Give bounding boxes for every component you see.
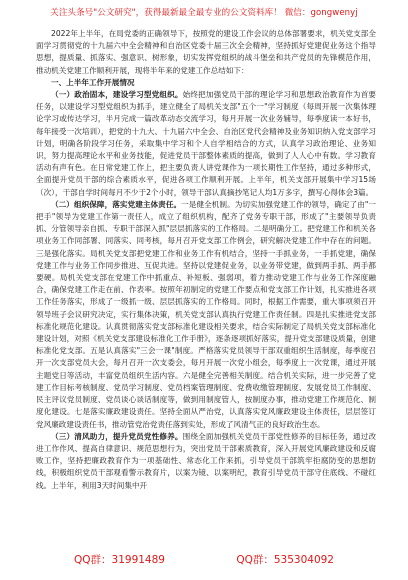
item-3-title: （三）清风助力，提升党员党性修养。 — [51, 431, 183, 441]
item-3-text: 围绕全面加强机关党员干部党性修养的目标任务，通过改进工作作风、提高自律意识、规范思想行为，突出党员干部素质教育，深入开展党风廉政建设和反腐败工作，坚持把廉政教育作为一项基础性、常态化工作来抓，引导党员干部筑牢拒腐防变的思想防线，积极组织党员干部观看警示教育片，以案为镜、以案明纪，教育引导党员干部守住底线、不碰红线。上半年，利用3天时间集中开 — [36, 431, 376, 490]
item-1-text: 始终把加强党员干部的理论学习和思想政治教育作为首要任务，以建设学习型党组织为抓手，建立健全了局机关支部"五个一"学习制度（每周开展一次集体理论学习或传达学习，半月完成一篇改革动态交流学习，每月开展一次业务辅导，每季度读一本好书，每年接受一次培训），把党的十九大、十九届六中全会、自治区党代会精神及业务知识纳入党支部学习计划，明确各阶段学习任务，采取集中学习和个人自学相结合的方式，认真学习政治理论、业务知识，努力提高理论水平和业务技能，促进党员干部整体素质的提高，做到了人人心中有数。学习教育活动有声有色。在日常党建工作上，把主要负责人讲党课作为一项长期性工作坚持，通过多种形式，全面提升党员干部的综合素质水平，促进各项工作顺利开展。上半年，机关支部开展集中学习15场（次），干部自学时间每月不少于2个小时，领导干部认真摘抄笔记人均1万多字，撰写心得体会3篇。 — [36, 90, 376, 197]
section-heading: 一、上半年工作开展情况 — [51, 77, 135, 87]
item-2-text: 一是健全机制。为切实加强党建工作的领导，确定了由"一把手"领导为党建工作第一责任人，成立了组织机构，配齐了党务专职干部，形成了"主要领导负责抓、分管领导亲自抓、专职干部深入抓"层层抓落实的工作格局。二是明确分工。把党建工作和机关各项业务工作同部署、同落实、同考核，每月召开党支部工作例会，研究解决党建工作中存在的问题。三是强化落实。局机关党支部把党建工作和业务工作有机结合，坚持一手抓业务，一手抓党建，确保党建工作与业务工作同步推进、互促共进。坚持以党建促业务，以业务带党建，做到两手抓、两手都要硬。局机关党支部在党建工作中抓重点、补短板、强弱项，着力推动党建工作与业务工作深度融合，确保党建工作走在前、作表率。按照年初制定的党建工作要点和党支部工作计划，扎实推进各项工作任务落实，形成了一级抓一级、层层抓落实的工作格局。同时，根据工作需要，重大事项须召开领导班子会议研究决定，实行集体决策，机关党支部认真执行党建工作责任制。四是扎实推进党支部标准化规范化建设。认真贯彻落实党支部标准化建设相关要求，结合实际制定了局机关党支部标准化建设计划，对照《机关党支部建设标准化工作手册》，逐条逐项抓好落实，提升党支部建设质量，创建标准化党支部。五是认真落实"三会一课"制度。严格落实党员领导干部双重组织生活制度，每季度召开一次支部党员大会，每月召开一次支委会，每月开展一次党小组会，每季度上一次党课，通过开展主题党日等活动，丰富党员组织生活内容。六是健全完善相关制度。结合机关实际，进一步完善了党建工作目标考核制度、党员学习制度、党员档案管理制度、党费收缴管理制度、发展党员工作制度、民主评议党员制度、党员谈心谈话制度等，做到用制度管人，按制度办事，推动党建工作规范化、制度化建设。七是落实廉政建设责任。坚持全面从严治党，认真落实党风廉政建设主体责任，层层签订党风廉政建设责任书，推动管党治党责任落到实处，形成了风清气正的良好政治生态。 — [36, 199, 376, 429]
footer-contact — [0, 552, 408, 567]
document-body — [36, 28, 376, 492]
qq-group-2: QQ群：535304092 — [236, 554, 334, 566]
item-2-paragraph — [36, 199, 376, 431]
item-1-title: （一）政治固本，建设学习型党组织。 — [51, 90, 183, 100]
item-2-title: （二）组织保障，落实党建主体责任。 — [51, 199, 182, 209]
qq-group-1: QQ群：31991489 — [74, 554, 165, 566]
item-1-paragraph — [36, 89, 376, 199]
intro-paragraph: 2022年上半年，在局党委的正确领导下，按照党的建设工作会议的总体部署要求，机关党支部全面学习贯彻党的十九届六中全会精神和自治区党委十届三次全会精神，坚持抓好党建促业务这个指导思想，提质量、抓落实、强意识、树形象，切实发挥党组织的战斗堡垒和共产党员的先锋模范作用，推动机关党建工作顺利开展，现将半年来的党建工作总结如下： — [36, 29, 376, 75]
item-3-paragraph — [36, 431, 376, 492]
promo-banner: 关注头条号"公文研究"，获得最新最全最专业的公文资料库！ 微信：gongwenyj — [50, 8, 358, 18]
